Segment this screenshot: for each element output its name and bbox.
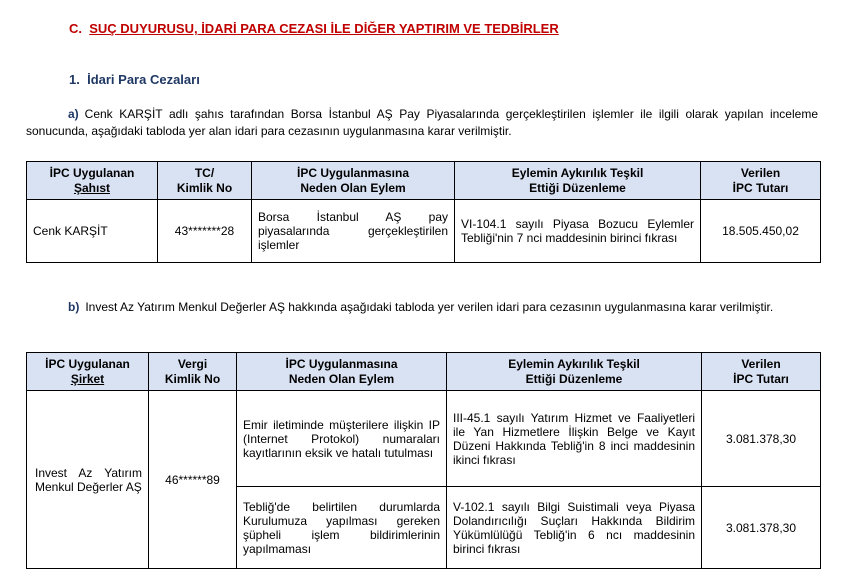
- table-b-header-cell: İPC Uygulanan Şirket: [27, 353, 149, 391]
- paragraph-a: [26, 106, 818, 139]
- penalty-amount: 18.505.450,02: [701, 200, 821, 263]
- table-b-header-cell: Vergi Kimlik No: [149, 353, 237, 391]
- table-b-header-row: [27, 353, 821, 391]
- violated-regulation: VI-104.1 sayılı Piyasa Bozucu Eylemler Tebliği'nin 7 nci maddesinin birinci fıkrası: [455, 200, 701, 263]
- violation-action: Tebliğ'de belirtilen durumlarda Kurulumuza yapılması gereken şüpheli işlem bildirimlerinin yapılmaması: [237, 487, 447, 569]
- table-a-header-cell: TC/ Kimlik No: [158, 162, 252, 200]
- penalty-amount: 3.081.378,30: [702, 487, 821, 569]
- paragraph-a-text: Cenk KARŞİT adlı şahıs tarafından Borsa İstanbul AŞ Pay Piyasalarında gerçekleştirilen işlemler ile ilgili olarak yapılan inceleme sonucunda, aşağıdaki tabloda yer alan idari para cezasının uygulanmasına karar verilmiştir.: [26, 107, 818, 138]
- penalty-table-a: [26, 161, 821, 263]
- paragraph-b-label: b): [68, 300, 80, 314]
- table-b-header-cell: İPC Uygulanmasına Neden Olan Eylem: [237, 353, 447, 391]
- violated-regulation: III-45.1 sayılı Yatırım Hizmet ve Faaliyetleri ile Yan Hizmetlere İlişkin Belge ve Kayıt Düzeni Hakkında Tebliğ'in 8 inci maddesinin ikinci fıkrası: [447, 391, 702, 487]
- violation-action: Emir iletiminde müşterilere ilişkin IP (Internet Protokol) numaraları kayıtlarının eksik ve hatalı tutulması: [237, 391, 447, 487]
- person-name: Cenk KARŞİT: [27, 200, 158, 263]
- table-a-header-cell: İPC Uygulanmasına Neden Olan Eylem: [252, 162, 455, 200]
- table-b-header-cell: Verilen İPC Tutarı: [702, 353, 821, 391]
- person-id: 43*******28: [158, 200, 252, 263]
- subsection-number: 1.: [69, 72, 80, 87]
- table-a-header-cell: Verilen İPC Tutarı: [701, 162, 821, 200]
- paragraph-b-text: Invest Az Yatırım Menkul Değerler AŞ hakkında aşağıdaki tabloda yer verilen idari para cezasının uygulanmasına karar verilmiştir.: [85, 300, 774, 314]
- table-a-header-cell: Eylemin Aykırılık Teşkil Ettiği Düzenleme: [455, 162, 701, 200]
- paragraph-a-label: a): [68, 107, 79, 121]
- section-heading: SUÇ DUYURUSU, İDARİ PARA CEZASI İLE DİĞER YAPTIRIM VE TEDBİRLER: [89, 21, 559, 36]
- paragraph-b: [26, 299, 818, 316]
- table-a-header-row: [27, 162, 821, 200]
- table-row: [27, 391, 821, 487]
- section-title: [69, 21, 559, 36]
- violation-action: Borsa İstanbul AŞ pay piyasalarında gerçekleştirilen işlemler: [252, 200, 455, 263]
- company-name: Invest Az Yatırım Menkul Değerler AŞ: [27, 391, 149, 569]
- table-a-header-cell: İPC Uygulanan Şahıst: [27, 162, 158, 200]
- company-tax-id: 46******89: [149, 391, 237, 569]
- table-b-header-cell: Eylemin Aykırılık Teşkil Ettiği Düzenleme: [447, 353, 702, 391]
- subsection-title: [69, 72, 200, 87]
- subsection-heading: İdari Para Cezaları: [87, 72, 200, 87]
- penalty-table-b: [26, 352, 821, 569]
- section-letter: C.: [69, 21, 82, 36]
- penalty-amount: 3.081.378,30: [702, 391, 821, 487]
- table-row: [27, 200, 821, 263]
- violated-regulation: V-102.1 sayılı Bilgi Suistimali veya Piyasa Dolandırıcılığı Suçları Hakkında Bildirim Yükümlülüğü Tebliğ'in 6 ncı maddesinin birinci fıkrası: [447, 487, 702, 569]
